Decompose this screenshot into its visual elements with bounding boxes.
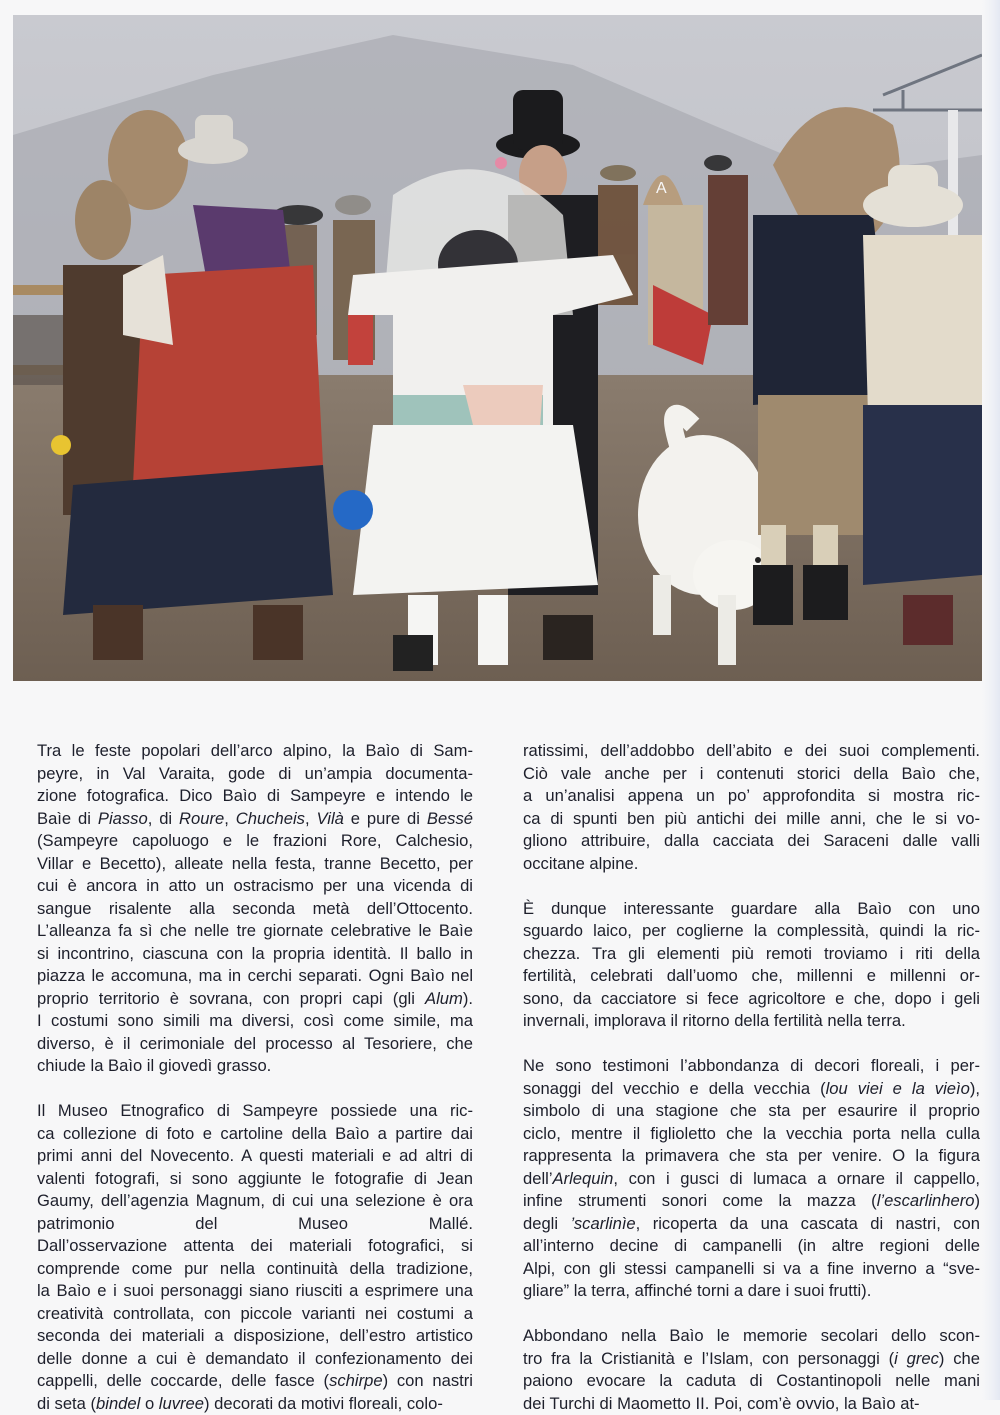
text-run: sangue risalente alla seconda metà dell’Ottocento. — [37, 899, 473, 918]
text-line — [523, 1100, 980, 1123]
text-line — [37, 943, 473, 966]
text-run: Alpi, con gli stessi campanelli si va a fine inverno a “sve- — [523, 1259, 980, 1278]
text-run: L’alleanza fa sì che nelle tre giornate celebrative le Baìe — [37, 921, 473, 940]
text-line — [523, 1055, 980, 1078]
text-run: cui è ancora in atto un ostracismo per una vicenda di — [37, 876, 473, 895]
text-run: o — [140, 1394, 158, 1413]
text-line — [37, 1393, 473, 1415]
text-run: proprio territorio è sovrana, con propri capi (gli — [37, 989, 425, 1008]
text-run: sono, da cacciatore si fece agricoltore e che, dopo i geli — [523, 989, 980, 1008]
italic-term: luvree — [159, 1394, 204, 1413]
text-line — [37, 1348, 473, 1371]
text-run: primi anni del Novecento. A questi materiali e ad altri di — [37, 1146, 473, 1165]
text-line — [523, 785, 980, 808]
text-run: a un’analisi appena un po’ approfondita si mostra ric- — [523, 786, 980, 805]
text-run: delle donne a cui è demandato il confezionamento dei — [37, 1349, 473, 1368]
text-line — [523, 808, 980, 831]
text-line — [37, 1100, 473, 1123]
text-line — [37, 1235, 473, 1258]
text-line — [523, 830, 980, 853]
text-line — [37, 1033, 473, 1056]
text-line — [37, 1190, 473, 1213]
text-run: ) che — [939, 1349, 980, 1368]
text-line — [37, 965, 473, 988]
text-line — [523, 1280, 980, 1303]
text-line — [523, 1348, 980, 1371]
text-line — [37, 988, 473, 1011]
text-line — [523, 1078, 980, 1101]
text-line — [37, 740, 473, 763]
italic-term: Piasso — [98, 809, 148, 828]
text-run: creatività controllata, con piccole varianti nei costumi a — [37, 1304, 473, 1323]
text-run: di seta ( — [37, 1394, 96, 1413]
italic-term: i grec — [894, 1349, 939, 1368]
text-line — [523, 763, 980, 786]
text-run: Il Museo Etnografico di Sampeyre possiede una ric- — [37, 1101, 473, 1120]
italic-term: Vilà — [317, 809, 344, 828]
text-line — [37, 1010, 473, 1033]
text-run: , — [305, 809, 317, 828]
text-run: , — [224, 809, 236, 828]
article-column-left — [37, 740, 473, 1415]
photo-illustration — [13, 15, 982, 681]
article-paragraph — [523, 740, 980, 875]
text-run: sonaggi del vecchio e della vecchia ( — [523, 1079, 826, 1098]
text-run: ratissimi, dell’addobbo dell’abito e dei suoi complementi. — [523, 741, 980, 760]
text-line — [523, 1393, 980, 1415]
text-run: tro fra la Cristianità e l’Islam, con personaggi ( — [523, 1349, 894, 1368]
article-paragraph — [523, 1055, 980, 1303]
text-run: Ne sono testimoni l’abbondanza di decori floreali, i per- — [523, 1056, 980, 1075]
text-run: ), — [970, 1079, 980, 1098]
text-line — [523, 1145, 980, 1168]
text-run: ). — [463, 989, 473, 1008]
text-run: ) — [974, 1191, 980, 1210]
italic-term: Arlequin — [553, 1169, 614, 1188]
text-line — [37, 785, 473, 808]
text-run: Val Varaita — [123, 764, 210, 783]
text-run: Villar e Becetto), alleate nella festa, tranne Becetto, per — [37, 854, 473, 873]
text-run: I costumi sono simili ma diversi, così come simile, ma — [37, 1011, 473, 1030]
text-line — [37, 875, 473, 898]
paragraph-gap — [523, 1033, 980, 1056]
text-run: e pure di — [344, 809, 427, 828]
text-run: seconda dei materiali a disposizione, dell’estro artistico — [37, 1326, 473, 1345]
text-run: , gode di un’ampia documenta- — [210, 764, 473, 783]
text-run: dell’ — [523, 1169, 553, 1188]
text-run: chiude la Baìo il giovedì grasso. — [37, 1056, 271, 1075]
text-run: sguardo laico, per coglierne la complessità, quindi la ric- — [523, 921, 980, 940]
article-paragraph — [37, 1100, 473, 1415]
text-run: Ciò vale anche per i contenuti storici della Baìo che, — [523, 764, 980, 783]
text-line — [37, 763, 473, 786]
text-line — [37, 1280, 473, 1303]
text-run: ciclo, mentre il figlioletto che la vecchia porta nella culla — [523, 1124, 980, 1143]
text-line — [37, 830, 473, 853]
italic-term: Roure — [179, 809, 224, 828]
text-run: Dall’osservazione attenta dei materiali fotografici, si — [37, 1236, 473, 1255]
text-run: Baìe di — [37, 809, 98, 828]
text-run: simbolo di una stagione che sta per esaurire il proprio — [523, 1101, 980, 1120]
italic-term: Bessé — [427, 809, 473, 828]
italic-term: lou viei e la vieìo — [826, 1079, 970, 1098]
text-run: si incontrino, ciascuna con la propria identità. Il ballo in — [37, 944, 473, 963]
text-line — [37, 808, 473, 831]
text-line — [523, 1235, 980, 1258]
text-run: , di — [148, 809, 179, 828]
text-line — [37, 1168, 473, 1191]
text-run: chezza. Tra gli elementi più remoti troviamo i riti della — [523, 944, 980, 963]
text-run: zione fotografica. Dico Baìo di Sampeyre e intendo le — [37, 786, 473, 805]
text-run: , con i gusci di lumaca a ornare il cappello, — [613, 1169, 980, 1188]
text-line — [523, 965, 980, 988]
text-run: valenti fotografi, si sono aggiunte le fotografie di Jean — [37, 1169, 473, 1188]
text-run: degli — [523, 1214, 570, 1233]
text-line — [37, 1370, 473, 1393]
italic-term: l’escarlinhero — [877, 1191, 975, 1210]
italic-term: bindel — [96, 1394, 140, 1413]
text-line — [523, 943, 980, 966]
text-line — [523, 1325, 980, 1348]
text-run: ca collezione di foto e cartoline della Baìo a partire dai — [37, 1124, 473, 1143]
text-run: invernali, implorava il ritorno della fertilità nella terra. — [523, 1011, 906, 1030]
text-line — [523, 920, 980, 943]
text-line — [37, 1258, 473, 1281]
text-run: ) con nastri — [383, 1371, 473, 1390]
text-run: ) decorati da motivi floreali, colo- — [204, 1394, 443, 1413]
text-run: È dunque interessante guardare alla Baìo con uno — [523, 899, 980, 918]
text-run: gliono attribuire, dalla cacciata dei Saraceni dalle valli — [523, 831, 980, 850]
italic-term: Chucheis — [236, 809, 305, 828]
text-run: Tra le feste popolari dell’arco alpino, la Baìo di Sam- — [37, 741, 473, 760]
text-run: infine strumenti sonori come la mazza ( — [523, 1191, 877, 1210]
text-line — [523, 1168, 980, 1191]
text-line — [523, 1010, 980, 1033]
text-run: la Baìo e i suoi personaggi siano riusciti a esprimere una — [37, 1281, 473, 1300]
italic-term: Alum — [425, 989, 463, 1008]
text-run: gliare” la terra, affinché torni a dare i suoi frutti). — [523, 1281, 871, 1300]
text-run: occitane alpine. — [523, 854, 638, 873]
text-line — [37, 1303, 473, 1326]
article-paragraph — [37, 740, 473, 1078]
text-line — [523, 988, 980, 1011]
text-line — [523, 1258, 980, 1281]
text-run: , ricoperta da una cascata di nastri, con — [636, 1214, 980, 1233]
text-line — [523, 1123, 980, 1146]
scan-edge-shadow — [982, 0, 1000, 1400]
text-line — [523, 1213, 980, 1236]
text-line — [37, 1055, 473, 1078]
paragraph-gap — [523, 1303, 980, 1326]
text-line — [523, 853, 980, 876]
text-run: piazza le accomuna, ma in cerchi separati. Ogni Baìo nel — [37, 966, 473, 985]
article-paragraph — [523, 898, 980, 1033]
text-run: rappresenta la primavera che sta per venire. O la figura — [523, 1146, 980, 1165]
text-line — [523, 898, 980, 921]
text-run: comprende come pur nella continuità della tradizione, — [37, 1259, 473, 1278]
text-line — [37, 920, 473, 943]
text-line — [523, 1370, 980, 1393]
hat-letter: A — [656, 180, 667, 197]
text-line — [37, 1123, 473, 1146]
text-run: fertilità, celebrati dall’uomo che, millenni e millenni or- — [523, 966, 980, 985]
text-run: Abbondano nella Baìo le memorie secolari dello scon- — [523, 1326, 980, 1345]
italic-term: schirpe — [329, 1371, 383, 1390]
text-line — [523, 1190, 980, 1213]
text-run: cappelli, delle coccarde, delle fasce ( — [37, 1371, 329, 1390]
text-run: dei Turchi di Maometto II. Poi, com’è ovvio, la Baìo at- — [523, 1394, 920, 1413]
text-line — [37, 1325, 473, 1348]
text-run: diverso, è il cerimoniale del processo al Tesoriere, che — [37, 1034, 473, 1053]
photo-baio-dance — [13, 15, 982, 681]
text-run: (Sampeyre capoluogo e le frazioni Rore, Calchesio, — [37, 831, 473, 850]
text-run: all’interno decine di campanelli (in altre regioni delle — [523, 1236, 980, 1255]
paragraph-gap — [523, 875, 980, 898]
italic-term: ’scarlinìe — [570, 1214, 635, 1233]
text-line — [37, 1145, 473, 1168]
text-line — [37, 1213, 473, 1236]
text-run: patrimonio del Museo Mallé. — [37, 1214, 473, 1233]
text-line — [523, 740, 980, 763]
article-paragraph — [523, 1325, 980, 1415]
paragraph-gap — [37, 1078, 473, 1101]
text-run: Gaumy, dell’agenzia Magnum, di cui una selezione è ora — [37, 1191, 473, 1210]
text-run: ca di spunti ben più antichi dei mille anni, che le si vo- — [523, 809, 980, 828]
text-run: peyre, in — [37, 764, 123, 783]
text-run: paiono evocare la caduta di Costantinopoli nelle mani — [523, 1371, 980, 1390]
text-line — [37, 853, 473, 876]
article-column-right — [523, 740, 980, 1415]
text-line — [37, 898, 473, 921]
